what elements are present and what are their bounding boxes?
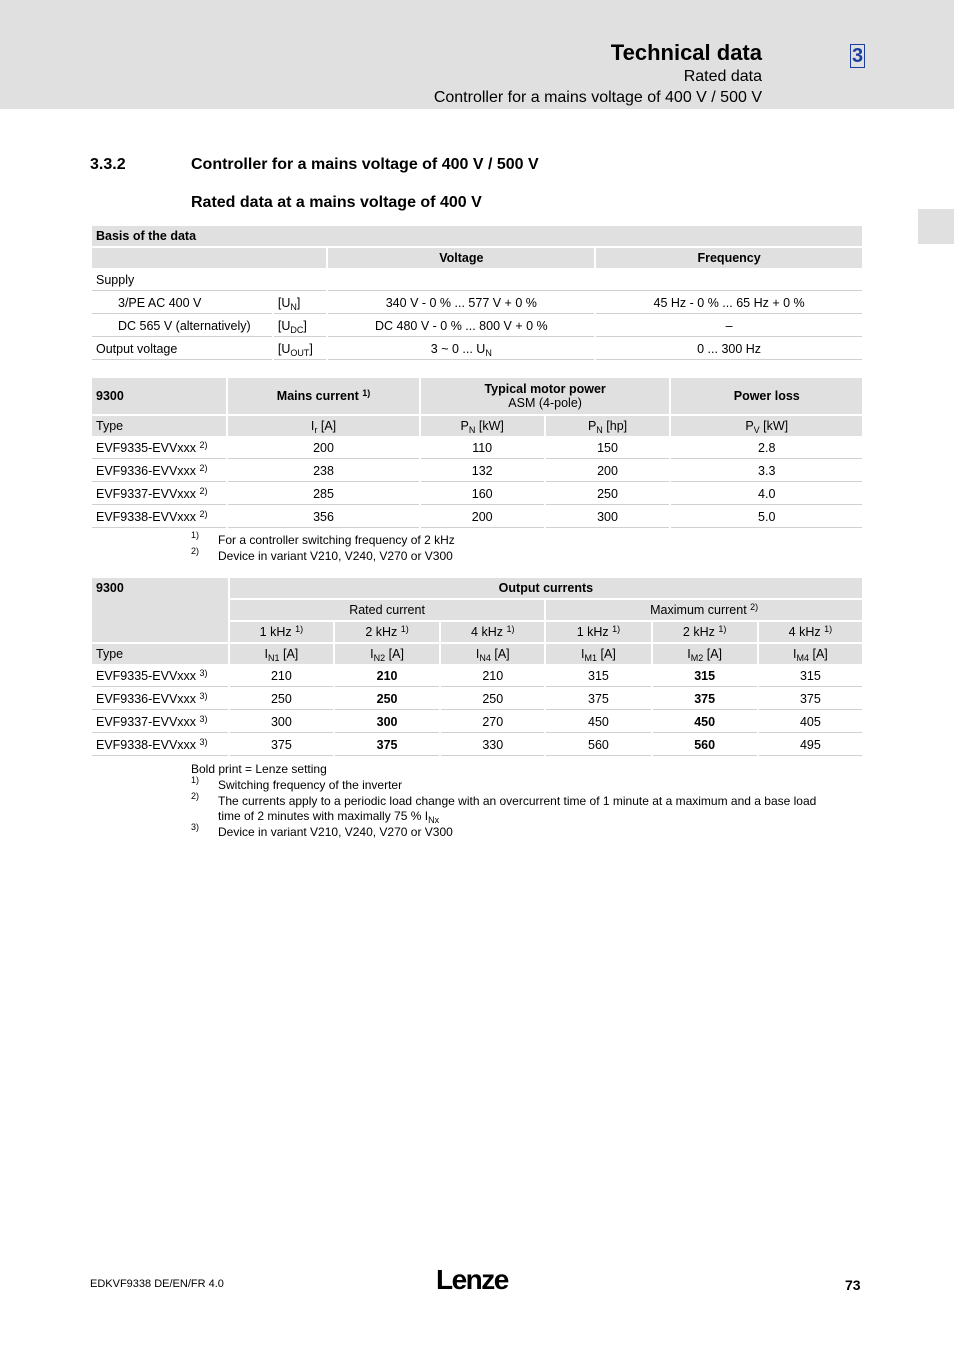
col-header-series: 9300 — [96, 389, 124, 403]
value-cell: 375 — [653, 689, 757, 710]
ir-cell: 285 — [228, 484, 418, 505]
table-row — [92, 735, 862, 756]
value-cell: 330 — [441, 735, 544, 756]
freq-header: 2 kHz $^{1)}$ — [365, 624, 409, 639]
kw-cell: 132 — [421, 461, 544, 482]
unit-cell: $I_{N1}$ [A] — [264, 647, 299, 663]
page-subtitle: Rated data — [683, 68, 762, 85]
row-label: 3/PE AC 400 V — [92, 293, 272, 314]
col-header-power-loss: Power loss — [733, 389, 800, 403]
row-frequency: – — [596, 316, 862, 337]
value-cell: 450 — [546, 712, 650, 733]
unit-ir: $I_r$ [A] — [310, 419, 337, 435]
table-row — [92, 461, 862, 482]
value-cell: 250 — [335, 689, 439, 710]
type-cell: EVF9337-EVVxxx $^{2)}$ — [92, 484, 226, 505]
row-frequency: 0 ... 300 Hz — [596, 339, 862, 360]
pv-cell: 4.0 — [671, 484, 862, 505]
value-cell: 375 — [546, 689, 650, 710]
value-cell: 315 — [759, 666, 862, 687]
row-symbol: $[U_{OUT}]$ — [274, 339, 327, 360]
table-row — [92, 438, 862, 459]
value-cell: 495 — [759, 735, 862, 756]
power-table — [90, 376, 864, 530]
value-cell: 315 — [653, 666, 757, 687]
kw-cell: 110 — [421, 438, 544, 459]
document-id: EDKVF9338 DE/EN/FR 4.0 — [90, 1278, 224, 1290]
value-cell: 560 — [653, 735, 757, 756]
unit-cell: $I_{N2}$ [A] — [370, 647, 404, 663]
table-row — [92, 689, 862, 710]
row-label: Output voltage — [92, 339, 272, 360]
table-row — [92, 507, 862, 528]
type-cell: EVF9336-EVVxxx $^{2)}$ — [92, 461, 226, 482]
row-symbol: $[U_{DC}]$ — [274, 316, 327, 337]
value-cell: 375 — [230, 735, 333, 756]
section-number: 3.3.2 — [90, 156, 126, 173]
value-cell: 210 — [230, 666, 333, 687]
value-cell: 450 — [653, 712, 757, 733]
freq-header: 4 kHz $^{1)}$ — [788, 624, 833, 639]
value-cell: 250 — [230, 689, 333, 710]
basis-table — [90, 224, 864, 362]
col-header-output-currents: Output currents — [498, 581, 594, 595]
type-cell: EVF9337-EVVxxx $^{3)}$ — [92, 712, 228, 733]
col-header-motor-power: Typical motor power ASM (4-pole) — [484, 382, 606, 410]
table-row — [92, 712, 862, 733]
value-cell: 270 — [441, 712, 544, 733]
chapter-side-tab — [918, 209, 954, 244]
basis-table-title: Basis of the data — [96, 229, 197, 243]
freq-header: 2 kHz $^{1)}$ — [682, 624, 727, 639]
unit-pv: $P_V$ [kW] — [745, 419, 789, 435]
col-header-mains-current: Mains current $^{1)}$ — [276, 388, 371, 403]
col-header-series: 9300 — [96, 581, 124, 595]
value-cell: 250 — [441, 689, 544, 710]
value-cell: 210 — [441, 666, 544, 687]
table-row — [92, 666, 862, 687]
value-cell: 560 — [546, 735, 650, 756]
type-cell: EVF9335-EVVxxx $^{3)}$ — [92, 666, 228, 687]
kw-cell: 160 — [421, 484, 544, 505]
unit-cell: $I_{N4}$ [A] — [475, 647, 510, 663]
row-voltage: 340 V - 0 % ... 577 V + 0 % — [328, 293, 594, 314]
col-header-rated-current: Rated current — [349, 603, 425, 617]
row-label: DC 565 V (alternatively) — [92, 316, 272, 337]
col-header-voltage: Voltage — [328, 248, 594, 268]
unit-pn-hp: $P_N$ [hp] — [587, 419, 628, 435]
freq-header: 4 kHz $^{1)}$ — [471, 624, 515, 639]
row-voltage: 3 ~ 0 ... $U_N$ — [328, 339, 594, 360]
row-voltage: DC 480 V - 0 % ... 800 V + 0 % — [328, 316, 594, 337]
ir-cell: 356 — [228, 507, 418, 528]
unit-type: Type — [96, 647, 124, 661]
pv-cell: 2.8 — [671, 438, 862, 459]
hp-cell: 150 — [546, 438, 670, 459]
unit-cell: $I_{M1}$ [A] — [581, 647, 616, 663]
value-cell: 315 — [546, 666, 650, 687]
ir-cell: 200 — [228, 438, 418, 459]
lenze-logo: Lenze — [436, 1264, 508, 1295]
page-title: Technical data — [610, 40, 762, 65]
page-subtitle-2: Controller for a mains voltage of 400 V / 500 V — [433, 89, 762, 106]
ir-cell: 238 — [228, 461, 418, 482]
value-cell: 300 — [335, 712, 439, 733]
output-currents-table — [90, 576, 864, 758]
page-number: 73 — [845, 1277, 861, 1293]
kw-cell: 200 — [421, 507, 544, 528]
col-header-maximum-current: Maximum current $^{2)}$ — [650, 602, 759, 617]
unit-pn-kw: $P_N$ [kW] — [460, 419, 504, 435]
supply-label: Supply — [92, 270, 326, 291]
unit-cell: $I_{M2}$ [A] — [687, 647, 723, 663]
type-cell: EVF9338-EVVxxx $^{2)}$ — [92, 507, 226, 528]
value-cell: 375 — [759, 689, 862, 710]
section-title: Controller for a mains voltage of 400 V / 500 V — [191, 156, 539, 173]
type-cell: EVF9338-EVVxxx $^{3)}$ — [92, 735, 228, 756]
value-cell: 405 — [759, 712, 862, 733]
unit-type: Type — [96, 419, 124, 433]
type-cell: EVF9335-EVVxxx $^{2)}$ — [92, 438, 226, 459]
hp-cell: 200 — [546, 461, 670, 482]
hp-cell: 250 — [546, 484, 670, 505]
hp-cell: 300 — [546, 507, 670, 528]
row-frequency: 45 Hz - 0 % ... 65 Hz + 0 % — [596, 293, 862, 314]
value-cell: 375 — [335, 735, 439, 756]
unit-cell: $I_{M4}$ [A] — [792, 647, 828, 663]
value-cell: 210 — [335, 666, 439, 687]
value-cell: 300 — [230, 712, 333, 733]
pv-cell: 5.0 — [671, 507, 862, 528]
freq-header: 1 kHz $^{1)}$ — [576, 624, 621, 639]
pv-cell: 3.3 — [671, 461, 862, 482]
section-subtitle: Rated data at a mains voltage of 400 V — [191, 194, 482, 211]
freq-header: 1 kHz $^{1)}$ — [259, 624, 304, 639]
col-header-frequency: Frequency — [596, 248, 862, 268]
chapter-number: 3 — [851, 45, 864, 67]
type-cell: EVF9336-EVVxxx $^{3)}$ — [92, 689, 228, 710]
row-symbol: $[U_N]$ — [274, 293, 327, 314]
table-row — [92, 484, 862, 505]
